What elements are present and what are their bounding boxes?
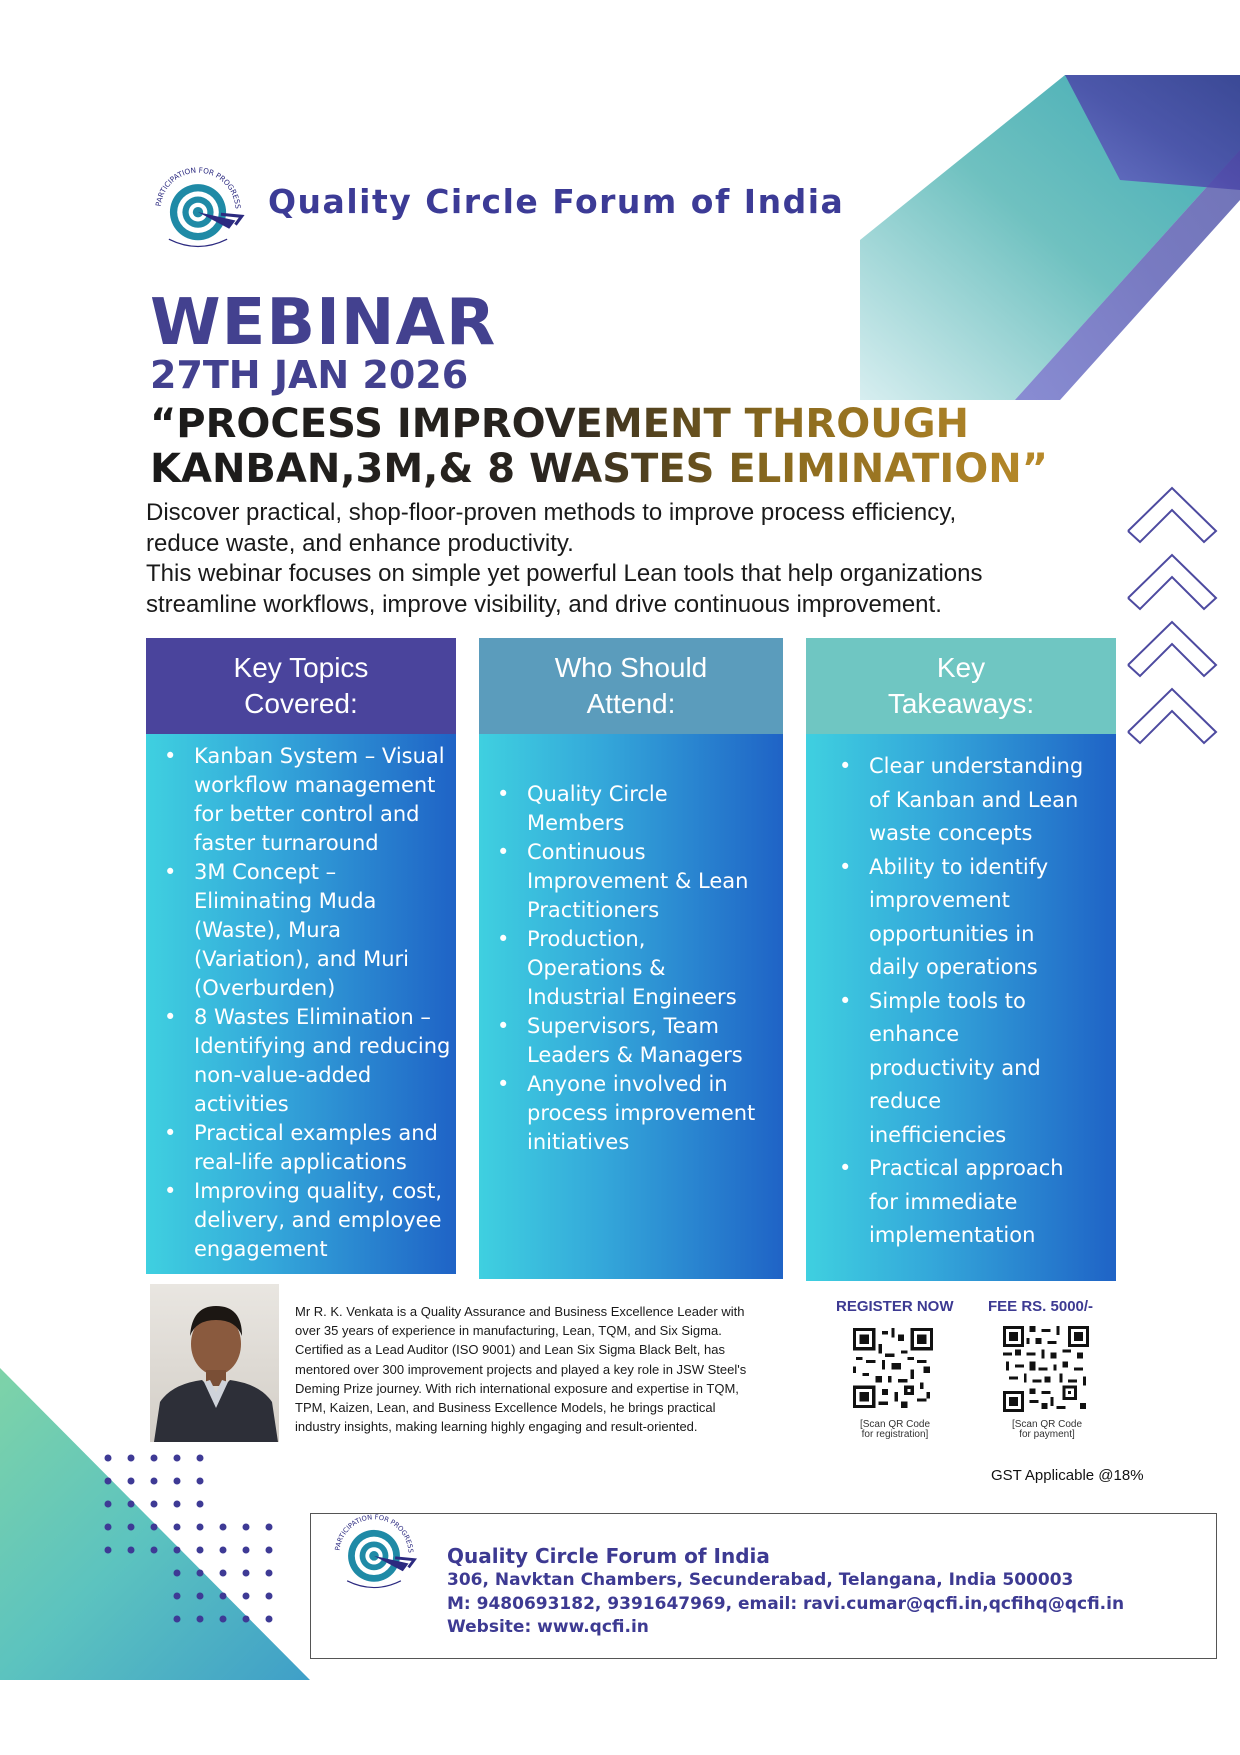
list-item-line: Operations & (527, 956, 666, 980)
list-item-line: implementation (869, 1223, 1036, 1247)
qcfi-logo (146, 156, 250, 260)
list-item (194, 858, 456, 1003)
contact-address: 306, Navktan Chambers, Secunderabad, Telangana, India 500003 (447, 1570, 1074, 1590)
list-item-line: of Kanban and Lean (869, 787, 1079, 812)
list-item-line: • Supervisors, Team (527, 1014, 720, 1038)
who-should-attend-column (479, 638, 783, 1279)
list-item-line: for better control and (194, 802, 420, 826)
bio-line: Certified as a Lead Auditor (ISO 9001) and Lean Six Sigma Black Belt, has (295, 1342, 725, 1358)
list-item-line: Eliminating Muda (194, 889, 377, 913)
list-item-line: • Clear understanding (869, 754, 1084, 778)
list-item (527, 1012, 783, 1070)
heading-line: Who Should (554, 652, 708, 683)
list-item-line: initiatives (527, 1130, 630, 1154)
column-body (806, 734, 1116, 1281)
registration-qr-code[interactable] (853, 1328, 933, 1408)
chevron-up-decoration (1124, 486, 1220, 748)
list-item (869, 750, 1116, 851)
list-item-line: Practitioners (527, 898, 660, 922)
list-item-line: process improvement (527, 1101, 756, 1125)
key-takeaways-column (806, 638, 1116, 1281)
column-heading (806, 638, 1116, 734)
list-item (194, 1119, 456, 1177)
list-item (869, 851, 1116, 985)
intro-line: This webinar focuses on simple yet powerful Lean tools that help organizations (146, 560, 983, 587)
list-item-line: workflow management (194, 773, 436, 797)
list-item-line: productivity and (869, 1055, 1041, 1080)
person-silhouette-icon (150, 1284, 279, 1442)
caption-line: [Scan QR Code (859, 1419, 931, 1430)
list-item-line: • Anyone involved in (527, 1072, 728, 1096)
column-body (146, 734, 456, 1274)
event-type-heading: WEBINAR (150, 286, 497, 360)
bio-line: industry insights, making learning highly engaging and result-oriented. (295, 1419, 698, 1435)
list-item-line: Members (527, 811, 625, 835)
column-body (479, 734, 783, 1279)
bio-line: Mr R. K. Venkata is a Quality Assurance and Business Excellence Leader with (295, 1304, 745, 1319)
list-item (194, 1003, 456, 1119)
list-item-line: • Quality Circle (527, 782, 668, 806)
list-item-line: • Practical examples and (194, 1121, 438, 1145)
intro-line: Discover practical, shop-floor-proven methods to improve process efficiency, (146, 499, 957, 526)
caption-line: for registration] (861, 1429, 929, 1440)
heading-line: Key Topics (233, 652, 369, 683)
list-item (527, 1070, 783, 1157)
list-item-line: • 3M Concept – (194, 860, 337, 884)
list-item-line: • 8 Wastes Elimination – (194, 1005, 431, 1029)
list-item (527, 925, 783, 1012)
intro-paragraph (146, 498, 1086, 620)
event-date: 27TH JAN 2026 (150, 353, 469, 397)
list-item-line: • Improving quality, cost, (194, 1179, 443, 1203)
payment-qr-code[interactable] (1003, 1326, 1089, 1412)
list-item-line: activities (194, 1092, 289, 1116)
list-item-line: inefficiencies (869, 1122, 1007, 1147)
contact-org-name: Quality Circle Forum of India (447, 1544, 770, 1568)
webinar-title-line: “PROCESS IMPROVEMENT THROUGH (150, 401, 970, 447)
bio-line: Deming Prize journey. With rich international exposure and expertise in TQM, (295, 1380, 739, 1396)
list-item-line: Improvement & Lean (527, 869, 749, 893)
list-item-line: Leaders & Managers (527, 1043, 743, 1067)
list-item-line: • Simple tools to (869, 988, 1026, 1013)
contact-phone-email[interactable]: M: 9480693182, 9391647969, email: ravi.cumar@qcfi.in,qcfihq@qcfi.in (447, 1593, 1125, 1614)
bio-line: over 35 years of experience in manufacturing, Lean, TQM, and Six Sigma. (295, 1323, 722, 1339)
list-item (527, 838, 783, 925)
list-item (869, 1152, 1116, 1253)
qcfi-logo (326, 1504, 422, 1600)
list-item-line: for immediate (869, 1189, 1018, 1214)
svg-text:PARTICIPATION FOR PROGRESS: PARTICIPATION FOR PROGRESS (333, 1513, 415, 1554)
list-item-line: faster turnaround (194, 831, 379, 855)
list-item-line: Industrial Engineers (527, 985, 737, 1009)
list-item (527, 780, 783, 838)
list-item-line: real-life applications (194, 1150, 407, 1174)
caption-line: [Scan QR Code (1011, 1419, 1083, 1430)
fee-label: FEE RS. 5000/- (988, 1298, 1094, 1315)
list-item-line: • Production, (527, 927, 646, 951)
webinar-title-line: KANBAN,3M,& 8 WASTES ELIMINATION” (150, 446, 1049, 492)
list-item-line: (Waste), Mura (194, 918, 342, 942)
key-topics-column (146, 638, 456, 1274)
bio-line: TPM, Kaizen, Lean, and Business Excellence Models, he brings practical (295, 1400, 716, 1416)
list-item-line: • Continuous (527, 840, 646, 864)
list-item-line: delivery, and employee (194, 1208, 442, 1232)
heading-line: Covered: (244, 688, 358, 719)
speaker-bio (295, 1302, 799, 1436)
list-item (869, 985, 1116, 1153)
speaker-photo (150, 1284, 279, 1442)
list-item-line: daily operations (869, 955, 1038, 979)
list-item-line: Identifying and reducing (194, 1034, 451, 1058)
contact-details (447, 1543, 1124, 1640)
intro-line: reduce waste, and enhance productivity. (146, 529, 574, 557)
list-item (194, 1177, 456, 1264)
caption-line: for payment] (1019, 1429, 1075, 1440)
organization-name: Quality Circle Forum of India (268, 182, 845, 221)
list-item-line: improvement (869, 888, 1010, 912)
list-item-line: • Ability to identify (869, 854, 1049, 879)
webinar-title (150, 402, 1048, 492)
list-item-line: engagement (194, 1237, 328, 1261)
list-item-line: enhance (869, 1022, 960, 1046)
contact-website-link[interactable]: Website: www.qcfi.in (447, 1617, 649, 1637)
svg-text:PARTICIPATION FOR PROGRESS: PARTICIPATION FOR PROGRESS (153, 165, 243, 210)
heading-line: Key (936, 652, 986, 683)
list-item-line: non-value-added (194, 1063, 372, 1087)
heading-line: Takeaways: (887, 688, 1035, 719)
list-item-line: (Variation), and Muri (194, 947, 409, 971)
bio-line: mentored over 300 improvement projects and played a key role in JSW Steel's (295, 1361, 747, 1377)
column-heading (146, 638, 456, 734)
list-item-line: waste concepts (869, 821, 1033, 845)
register-now-label: REGISTER NOW (836, 1298, 954, 1315)
heading-line: Attend: (586, 688, 676, 719)
column-heading (479, 638, 783, 734)
list-item-line: • Kanban System – Visual (194, 744, 445, 768)
payment-qr-caption (997, 1420, 1097, 1440)
register-qr-caption (845, 1420, 945, 1440)
list-item (194, 742, 456, 858)
list-item-line: opportunities in (869, 921, 1035, 946)
intro-line: streamline workflows, improve visibility, and drive continuous improvement. (146, 590, 942, 618)
list-item-line: (Overburden) (194, 976, 336, 1000)
list-item-line: • Practical approach (869, 1156, 1064, 1180)
list-item-line: reduce (869, 1089, 942, 1113)
gst-note: GST Applicable @18% (991, 1467, 1144, 1484)
